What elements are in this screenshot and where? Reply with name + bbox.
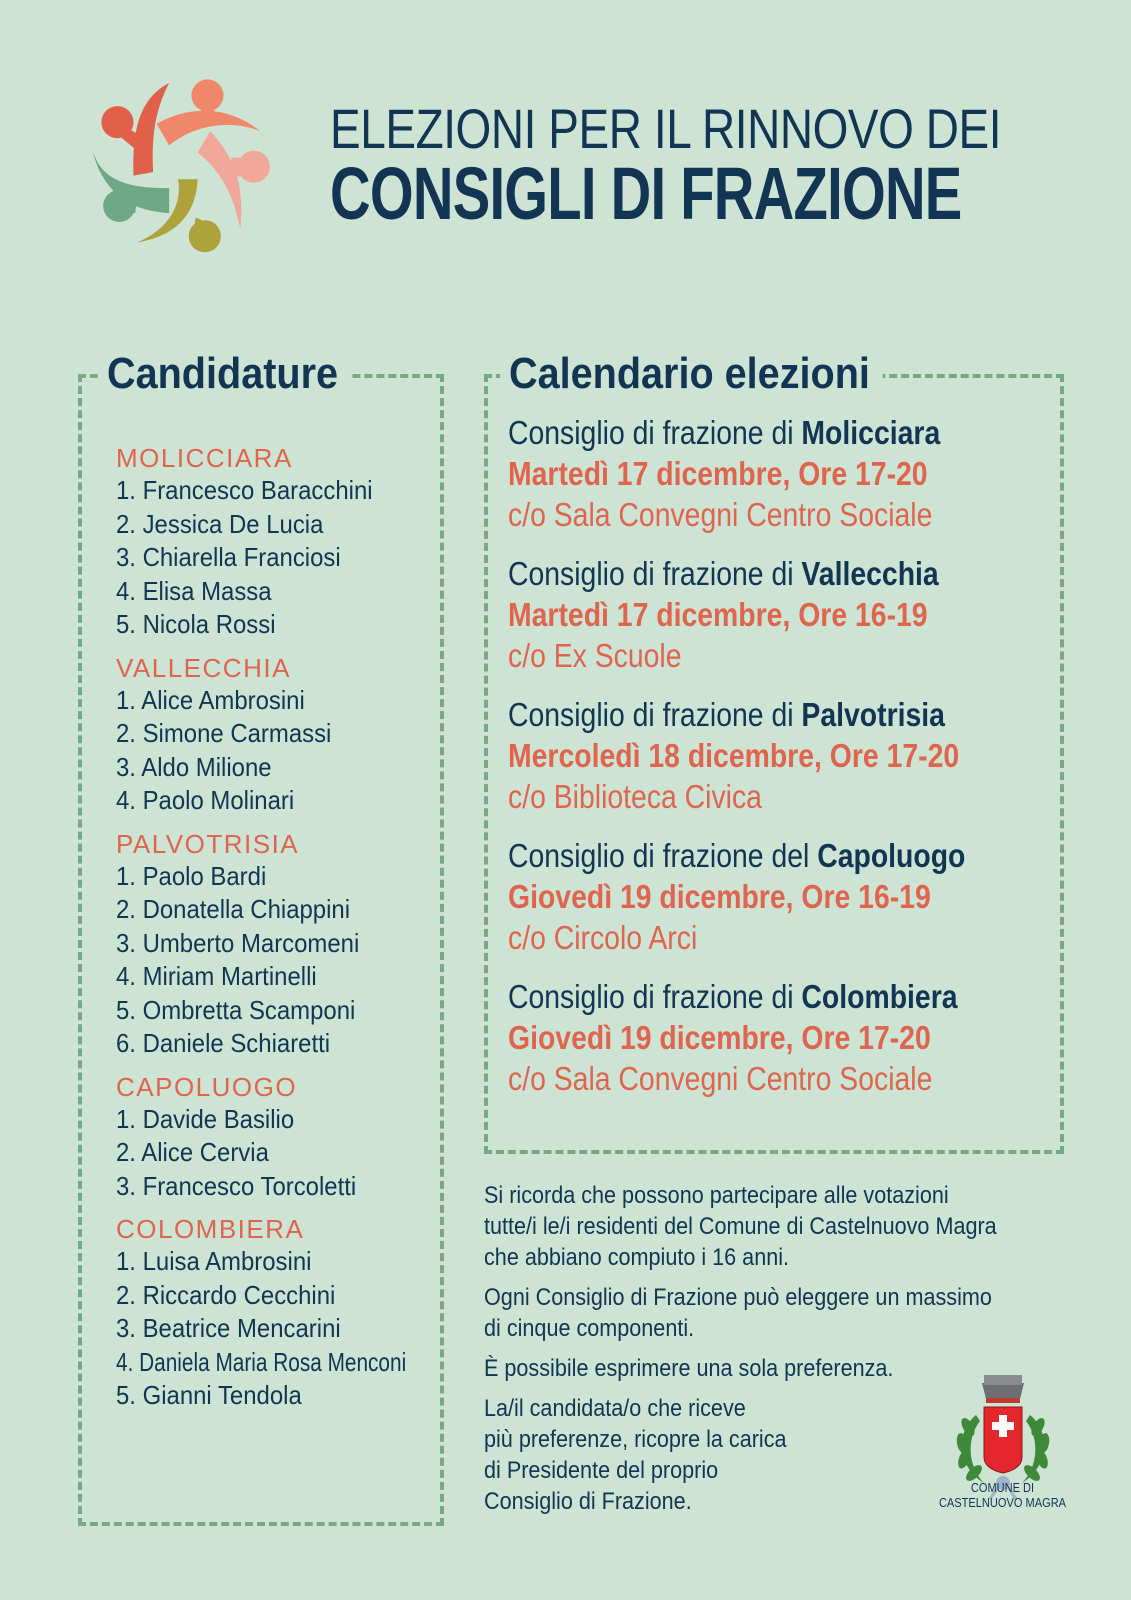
candidate-group-colombiera	[116, 1213, 479, 1413]
title-line-1: ELEZIONI PER IL RINNOVO DEI	[330, 97, 1002, 160]
calendar-entry	[508, 835, 1040, 958]
note-line: più preferenze, ricopre la carica	[484, 1426, 787, 1453]
candidate-item: 5. Nicola Rossi	[116, 609, 276, 639]
council-prefix: Consiglio di frazione di	[508, 696, 802, 733]
council-frazione: Colombiera	[801, 978, 958, 1015]
note-single-preference	[484, 1353, 1015, 1384]
council-prefix: Consiglio di frazione di	[508, 414, 802, 451]
candidate-item: 4. Elisa Massa	[116, 575, 272, 606]
council-frazione: Palvotrisia	[801, 696, 945, 733]
calendar-date: Mercoledì 18 dicembre, Ore 17-20	[508, 737, 960, 774]
note-line: La/il candidata/o che riceve	[484, 1395, 746, 1422]
candidate-list	[116, 442, 479, 1413]
calendar-council	[508, 412, 965, 453]
note-president	[484, 1393, 1015, 1517]
candidate-item: 4. Daniela Maria Rosa Menconi	[116, 1346, 407, 1377]
calendar-council	[508, 835, 965, 876]
candidate-item: 4. Paolo Molinari	[116, 785, 295, 815]
calendar-council	[508, 694, 965, 735]
candidate-item: 2. Riccardo Cecchini	[116, 1279, 336, 1310]
logo-figure-pink	[198, 131, 270, 229]
note-line: che abbiano compiuto i 16 anni.	[484, 1244, 790, 1271]
shield-icon	[984, 1407, 1022, 1473]
crest-caption-line-1: COMUNE DI	[970, 1480, 1035, 1495]
candidate-group-vallecchia	[116, 652, 479, 818]
candidate-item: 3. Francesco Torcoletti	[116, 1170, 357, 1201]
candidature-heading: Candidature	[98, 348, 351, 400]
note-line: Consiglio di Frazione.	[484, 1488, 692, 1515]
council-frazione: Vallecchia	[801, 555, 939, 592]
candidate-item: 3. Aldo Milione	[116, 751, 272, 782]
calendar-place: c/o Sala Convegni Centro Sociale	[508, 1060, 933, 1097]
calendar-entry	[508, 976, 1040, 1099]
calendar-place: c/o Ex Scuole	[508, 637, 682, 674]
candidate-group-molicciara	[116, 442, 479, 642]
candidate-item: 2. Simone Carmassi	[116, 718, 332, 748]
group-name: COLOMBIERA	[116, 1214, 305, 1244]
calendar-date: Giovedì 19 dicembre, Ore 16-19	[508, 878, 931, 915]
page-title	[330, 97, 1131, 235]
candidate-item: 1. Francesco Baracchini	[116, 475, 373, 505]
calendar-place: c/o Sala Convegni Centro Sociale	[508, 496, 933, 533]
candidate-item: 3. Chiarella Franciosi	[116, 542, 341, 572]
calendar-place: c/o Circolo Arci	[508, 919, 698, 956]
note-line: di cinque componenti.	[484, 1315, 695, 1342]
calendar-date: Martedì 17 dicembre, Ore 16-19	[508, 596, 928, 633]
council-frazione: Molicciara	[801, 414, 941, 451]
calendario-heading: Calendario elezioni	[500, 348, 882, 400]
crest-caption	[937, 1480, 1069, 1510]
candidate-item: 5. Gianni Tendola	[116, 1380, 302, 1410]
logo-figure-red	[101, 83, 169, 176]
candidate-item: 6. Daniele Schiaretti	[116, 1028, 331, 1058]
candidate-item: 1. Luisa Ambrosini	[116, 1246, 312, 1276]
group-name: PALVOTRISIA	[116, 828, 300, 859]
calendar-council	[508, 553, 965, 594]
calendar-council	[508, 976, 965, 1017]
candidate-item: 1. Alice Ambrosini	[116, 684, 305, 715]
candidate-item: 5. Ombretta Scamponi	[116, 994, 356, 1025]
note-eligibility	[484, 1180, 1015, 1273]
crest-caption-line-2: CASTELNUOVO MAGRA	[938, 1495, 1067, 1510]
candidate-item: 1. Davide Basilio	[116, 1103, 295, 1134]
note-max-members	[484, 1282, 1015, 1344]
calendar-date: Giovedì 19 dicembre, Ore 17-20	[508, 1019, 931, 1056]
candidate-group-capoluogo	[116, 1071, 479, 1204]
candidate-item: 2. Alice Cervia	[116, 1137, 269, 1167]
note-line: Si ricorda che possono partecipare alle votazioni	[484, 1182, 949, 1209]
people-circle-logo	[80, 66, 285, 271]
calendar-place: c/o Biblioteca Civica	[508, 778, 762, 815]
group-name: MOLICCIARA	[116, 443, 293, 473]
group-name: VALLECCHIA	[116, 652, 291, 683]
candidate-item: 1. Paolo Bardi	[116, 860, 267, 891]
candidate-item: 4. Miriam Martinelli	[116, 961, 317, 991]
crown-icon	[982, 1375, 1024, 1403]
candidate-group-palvotrisia	[116, 828, 479, 1061]
group-name: CAPOLUOGO	[116, 1071, 298, 1102]
calendar-list	[508, 412, 1040, 1117]
council-prefix: Consiglio di frazione di	[508, 978, 802, 1015]
logo-figure-green	[92, 151, 169, 222]
calendar-entry	[508, 553, 1040, 676]
candidature-box	[78, 349, 444, 1526]
council-prefix: Consiglio di frazione di	[508, 555, 802, 592]
calendar-entry	[508, 412, 1040, 535]
calendar-entry	[508, 694, 1040, 817]
note-line: Ogni Consiglio di Frazione può eleggere un massimo	[484, 1284, 992, 1311]
note-line: tutte/i le/i residenti del Comune di Castelnuovo Magra	[484, 1213, 997, 1240]
note-line: di Presidente del proprio	[484, 1457, 719, 1484]
council-prefix: Consiglio di frazione del	[508, 837, 818, 874]
title-line-2: CONSIGLI DI FRAZIONE	[330, 152, 962, 235]
candidate-item: 3. Umberto Marcomeni	[116, 927, 360, 958]
calendario-box	[484, 349, 1064, 1154]
candidate-item: 3. Beatrice Mencarini	[116, 1313, 341, 1343]
note-line: È possibile esprimere una sola preferenza.	[484, 1355, 894, 1382]
calendar-date: Martedì 17 dicembre, Ore 17-20	[508, 455, 928, 492]
candidate-item: 2. Jessica De Lucia	[116, 508, 324, 539]
council-frazione: Capoluogo	[817, 837, 966, 874]
candidate-item: 2. Donatella Chiappini	[116, 894, 351, 924]
